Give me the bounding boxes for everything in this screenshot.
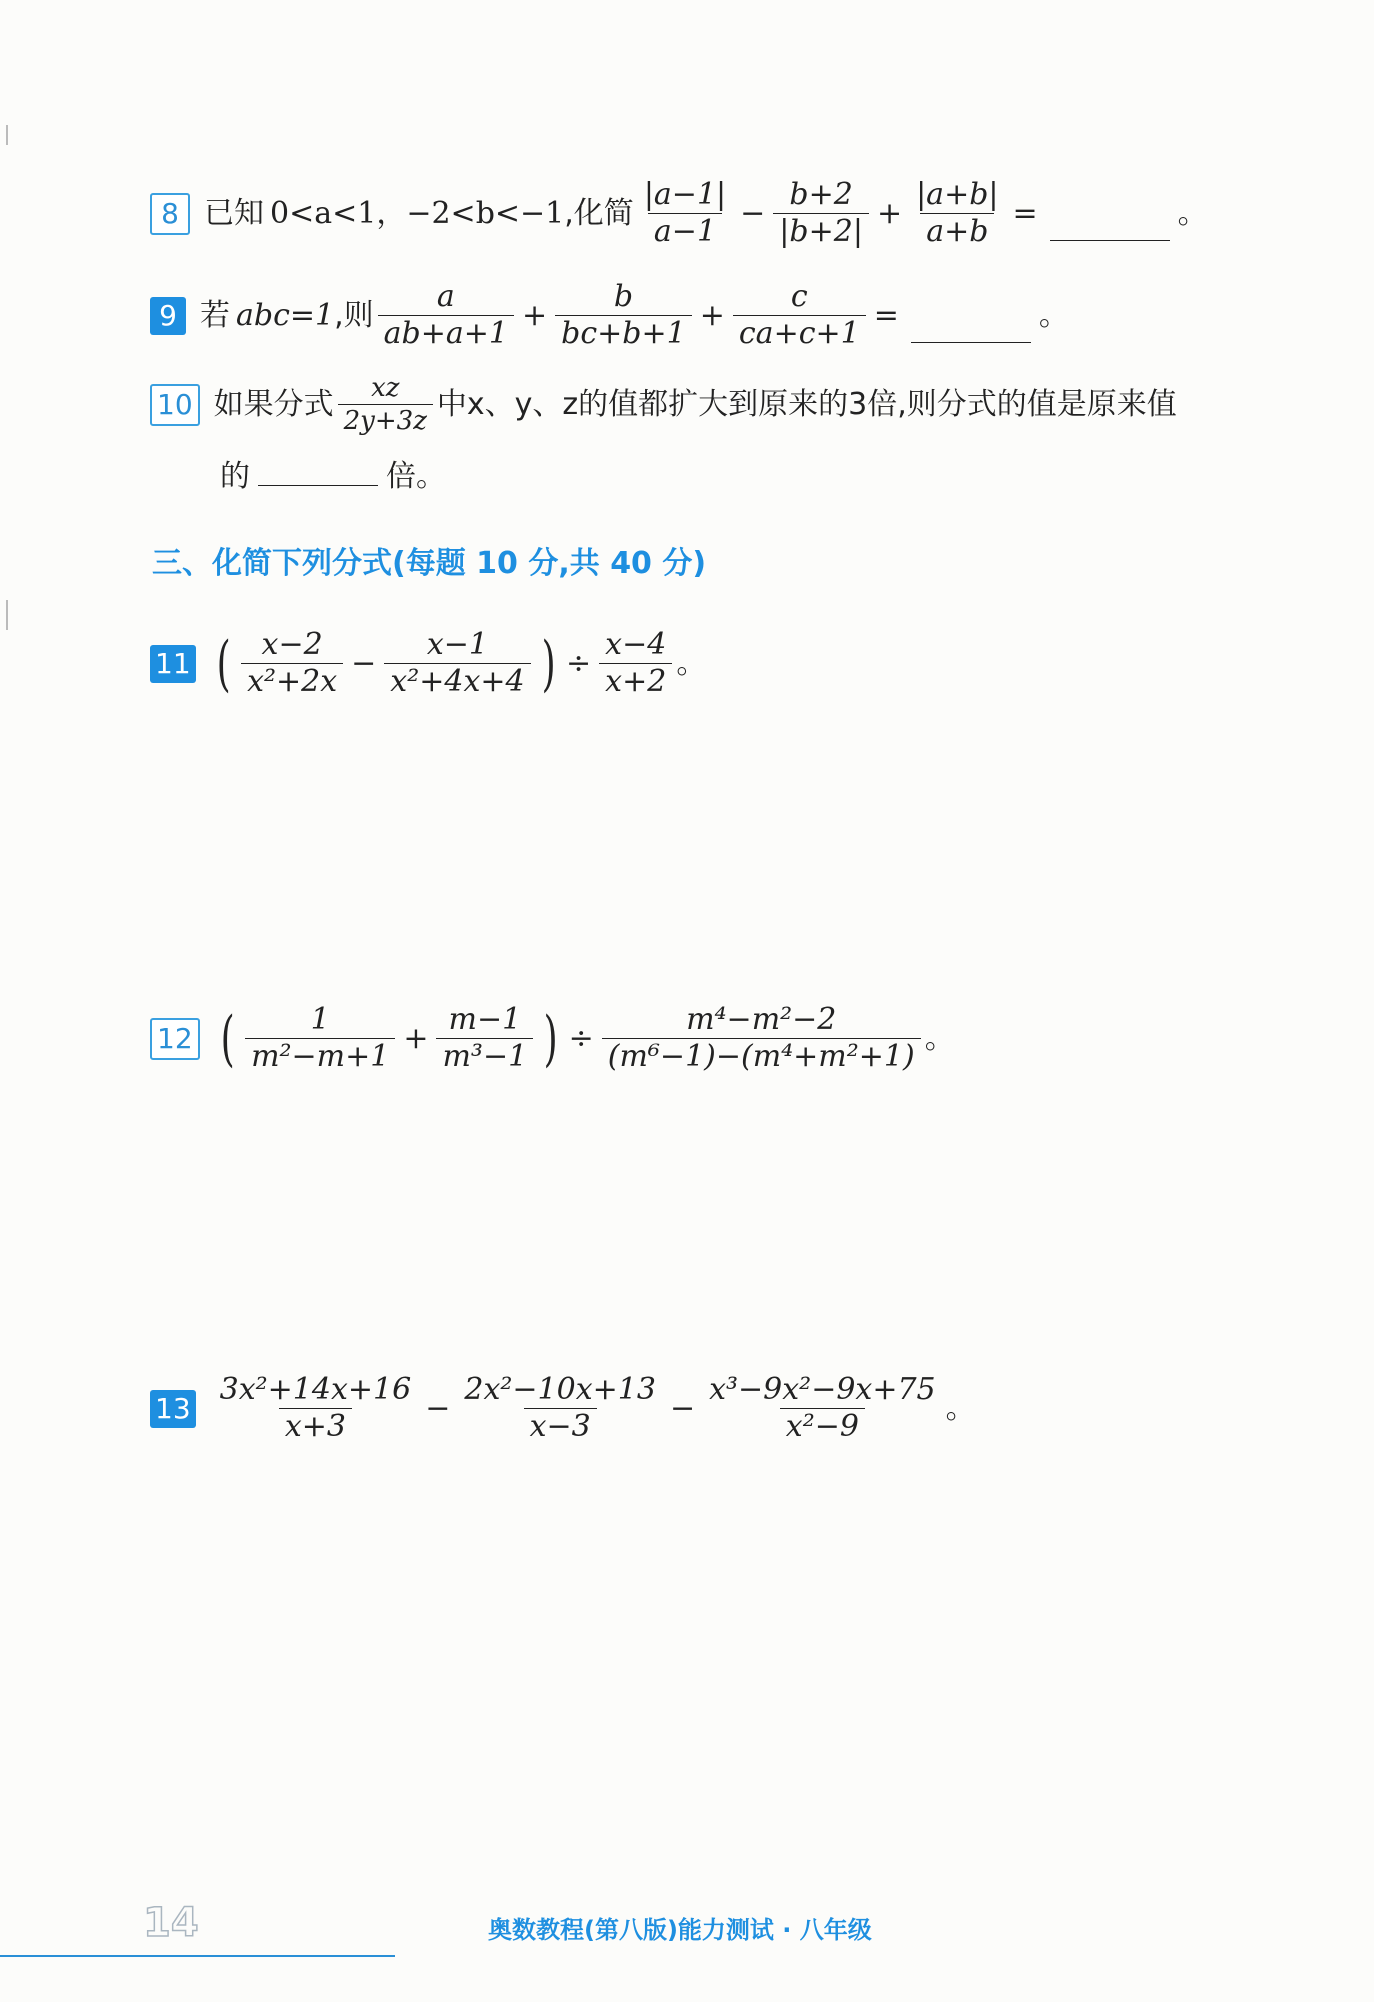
operator: ÷ [568, 1020, 594, 1056]
question-number: 10 [150, 384, 200, 426]
question-13 [150, 1372, 976, 1444]
question-9 [150, 279, 1069, 351]
condition: 0<a<1，−2<b<−1 [270, 195, 565, 231]
fraction [599, 627, 672, 699]
denominator: x+3 [279, 1408, 352, 1442]
question-text: 如果分式 [213, 386, 334, 422]
operator: = [873, 297, 899, 333]
numerator: m−1 [448, 1002, 522, 1037]
denominator: x²+4x+4 [384, 663, 530, 697]
question-number: 11 [150, 645, 196, 683]
right-paren: ) [543, 1003, 558, 1074]
denominator: ab+a+1 [378, 315, 514, 349]
fraction [338, 375, 433, 434]
page-number: 14 [143, 1900, 199, 1946]
denominator: m²−m+1 [245, 1038, 395, 1072]
operator: + [522, 297, 548, 333]
numerator: x−4 [605, 627, 667, 662]
period: 。 [676, 645, 707, 681]
question-text: 的 [220, 459, 250, 494]
denominator: x²−9 [780, 1408, 865, 1442]
operator: − [669, 1390, 696, 1426]
operator: + [876, 195, 903, 231]
left-paren: ( [220, 1003, 235, 1074]
denominator: (m⁶−1)−(m⁴+m²+1) [602, 1038, 921, 1072]
fraction [773, 177, 869, 249]
period: 。 [924, 1020, 955, 1056]
numerator: 3x²+14x+16 [219, 1372, 412, 1407]
footer-divider [0, 1955, 395, 1957]
denominator: a+b [920, 213, 994, 247]
question-text: 倍。 [386, 459, 446, 494]
denominator: bc+b+1 [555, 315, 692, 349]
operator: + [403, 1020, 429, 1056]
numerator: c [790, 279, 808, 314]
question-10-line2 [220, 459, 446, 494]
period: 。 [1177, 195, 1208, 231]
denominator: x²+2x [241, 663, 343, 697]
fraction [910, 177, 1004, 249]
operator: ÷ [566, 645, 592, 681]
fraction [458, 1372, 662, 1444]
right-paren: ) [541, 628, 556, 699]
denominator: a−1 [648, 213, 722, 247]
numerator: x−1 [426, 627, 489, 662]
margin-mark [6, 125, 8, 145]
numerator: b+2 [789, 177, 853, 212]
numerator: x−2 [261, 627, 323, 662]
left-paren: ( [216, 628, 231, 699]
question-text: 中x、y、z的值都扩大到原来的3倍,则分式的值是原来值 [436, 386, 1177, 422]
fraction [638, 177, 732, 249]
question-text: ,则 [334, 297, 374, 333]
operator: − [740, 195, 766, 231]
question-text: 已知 [204, 195, 264, 231]
question-12 [150, 1002, 955, 1074]
numerator: x³−9x²−9x+75 [709, 1372, 936, 1407]
operator: = [1012, 195, 1038, 231]
question-number: 9 [150, 297, 186, 335]
fraction [241, 627, 343, 699]
question-text: ,化简 [564, 195, 634, 231]
fraction [378, 279, 514, 351]
numerator: |a+b| [916, 177, 999, 212]
question-number: 13 [150, 1390, 196, 1428]
fraction [555, 279, 692, 351]
section-title: 三、化简下列分式(每题 10 分,共 40 分) [152, 546, 707, 581]
denominator: x+2 [599, 663, 672, 697]
fraction [214, 1372, 418, 1444]
denominator: x−3 [524, 1408, 597, 1442]
question-number: 12 [150, 1018, 200, 1060]
book-title: 奥数教程(第八版)能力测试 · 八年级 [488, 1916, 872, 1944]
fraction [733, 279, 866, 351]
answer-blank [258, 484, 378, 486]
period: 。 [945, 1390, 976, 1426]
question-10 [150, 375, 1177, 434]
operator: − [351, 645, 377, 681]
question-11 [150, 627, 707, 699]
period: 。 [1038, 297, 1069, 333]
numerator: 2x²−10x+13 [464, 1372, 656, 1407]
operator: + [699, 297, 725, 333]
numerator: a [436, 279, 455, 314]
margin-mark [6, 600, 8, 630]
answer-blank [1050, 239, 1170, 241]
fraction [384, 627, 530, 699]
condition: abc=1 [236, 297, 335, 333]
fraction [602, 1002, 921, 1074]
numerator: 1 [310, 1002, 330, 1037]
answer-blank [911, 341, 1031, 343]
denominator: 2y+3z [338, 404, 433, 434]
operator: − [425, 1390, 451, 1426]
numerator: b [613, 279, 634, 314]
numerator: |a−1| [643, 177, 727, 212]
denominator: m³−1 [436, 1038, 533, 1072]
numerator: xz [371, 373, 400, 403]
fraction [703, 1372, 942, 1444]
question-number: 8 [150, 193, 190, 235]
denominator: ca+c+1 [733, 315, 866, 349]
fraction [436, 1002, 533, 1074]
numerator: m⁴−m²−2 [686, 1002, 837, 1037]
question-8 [150, 177, 1208, 249]
denominator: |b+2| [773, 213, 869, 247]
question-text: 若 [200, 297, 230, 333]
fraction [245, 1002, 395, 1074]
